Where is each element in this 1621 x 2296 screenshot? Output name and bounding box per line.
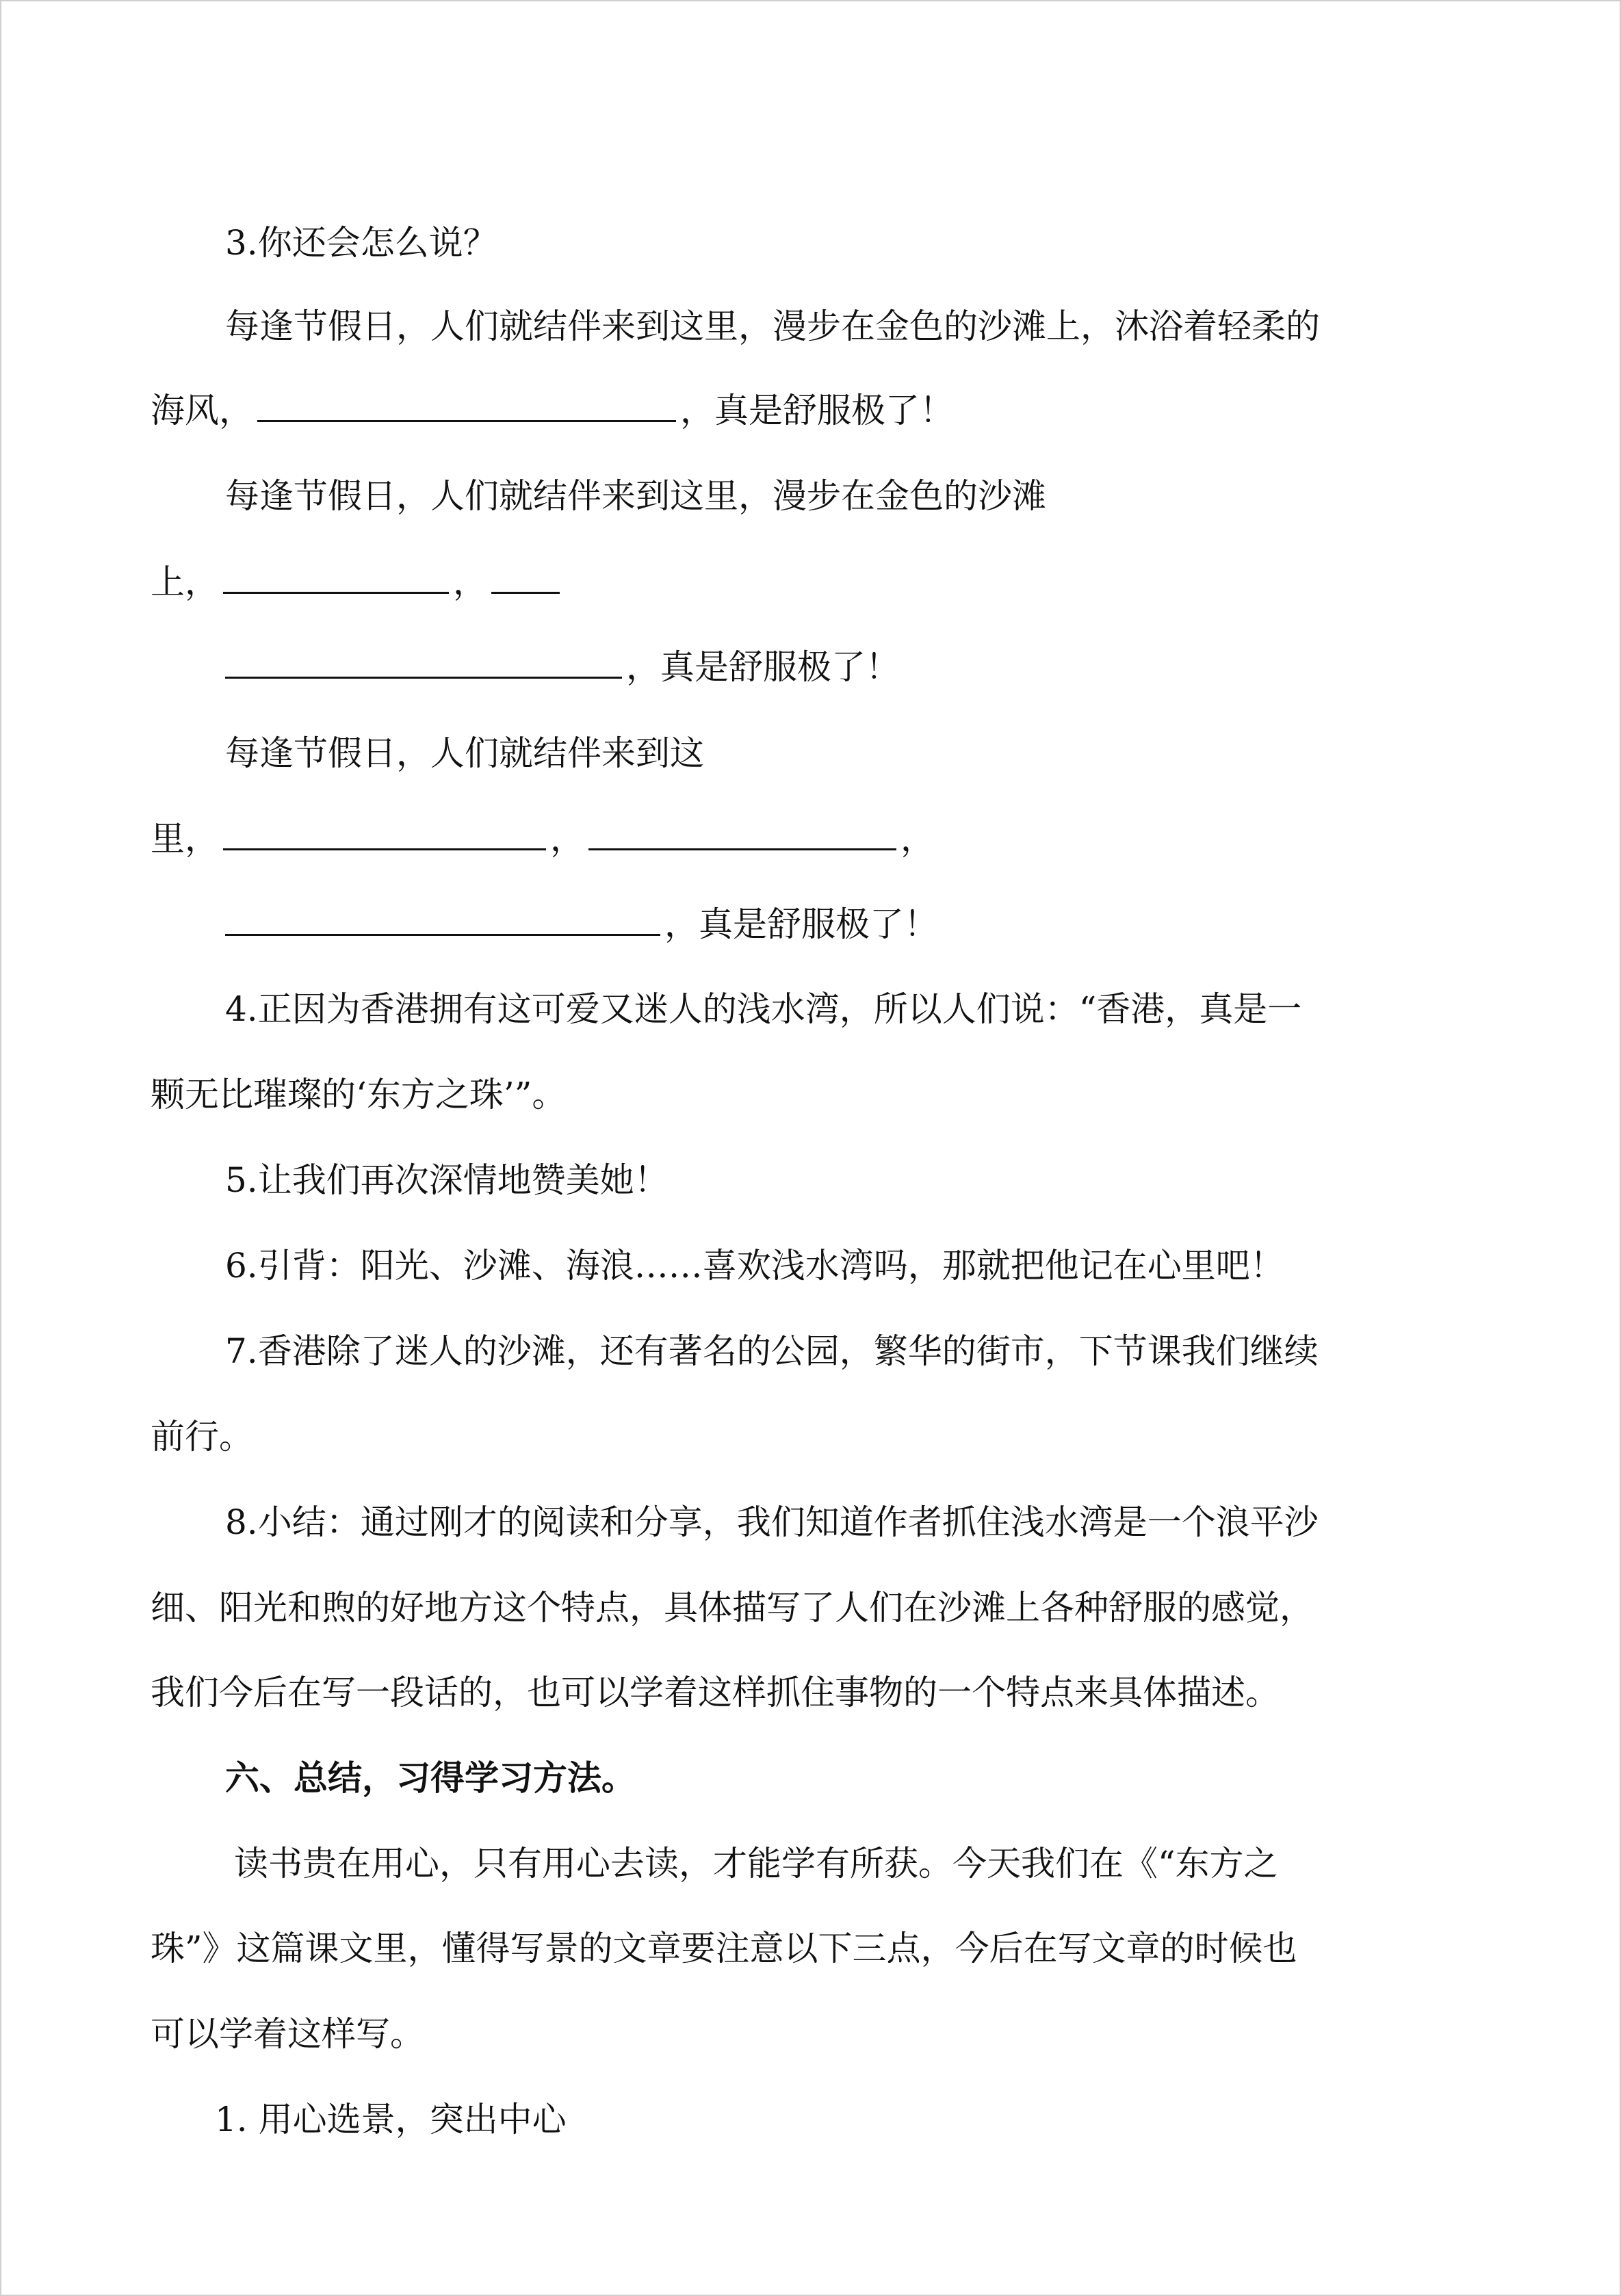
answer-blank[interactable] — [491, 562, 560, 594]
question-3-heading: 3.你还会怎么说？ — [225, 223, 497, 263]
item-4-line-1: 4.正因为香港拥有这可爱又迷人的浅水湾，所以人们说：“香港，真是一 — [225, 989, 1302, 1029]
example-sentence-line: 每逢节假日，人们就结伴来到这里，漫步在金色的沙滩上，沐浴着轻柔的 — [225, 306, 1320, 346]
section-6-heading: 六、总结，习得学习方法。 — [225, 1758, 636, 1798]
item-5: 5.让我们再次深情地赞美她！ — [225, 1160, 669, 1200]
item-6: 6.引背：阳光、沙滩、海浪……喜欢浅水湾吗，那就把他记在心里吧！ — [225, 1246, 1284, 1286]
item-7-line-2: 前行。 — [151, 1417, 253, 1457]
fill-blank-line-3: ，真是舒服极了！ — [225, 646, 900, 688]
item-8-line-1: 8.小结：通过刚才的阅读和分享，我们知道作者抓住浅水湾是一个浪平沙 — [225, 1502, 1319, 1542]
summary-line-3: 可以学着这样写。 — [151, 2014, 424, 2054]
answer-blank[interactable] — [223, 562, 449, 594]
item-4-line-2: 颗无比璀璨的‘东方之珠’”。 — [151, 1075, 567, 1114]
fill-blank-line-2: 上， ， — [151, 561, 564, 603]
method-1: 1. 用心选景，突出中心 — [215, 2100, 567, 2139]
answer-blank[interactable] — [225, 904, 660, 936]
example-sentence-line: 每逢节假日，人们就结伴来到这 — [225, 733, 704, 773]
summary-line-1: 读书贵在用心，只有用心去读，才能学有所获。今天我们在《“东方之 — [234, 1844, 1278, 1883]
answer-blank[interactable] — [257, 390, 676, 422]
fill-blank-line-5: ，真是舒服极了！ — [225, 903, 938, 945]
fill-blank-line-1: 海风， ，真是舒服极了！ — [151, 391, 954, 430]
answer-blank[interactable] — [588, 818, 896, 850]
item-8-line-2: 细、阳光和煦的好地方这个特点，具体描写了人们在沙滩上各种舒服的感觉， — [151, 1588, 1314, 1628]
item-8-line-3: 我们今后在写一段话的，也可以学着这样抓住事物的一个特点来具体描述。 — [151, 1673, 1280, 1712]
summary-line-2: 珠”》这篇课文里，懂得写景的文章要注意以下三点，今后在写文章的时候也 — [151, 1929, 1297, 1968]
example-sentence-line: 每逢节假日，人们就结伴来到这里，漫步在金色的沙滩 — [225, 476, 1046, 516]
item-7-line-1: 7.香港除了迷人的沙滩，还有著名的公园，繁华的街市，下节课我们继续 — [225, 1331, 1319, 1371]
answer-blank[interactable] — [223, 818, 546, 850]
fill-blank-line-4: 里， ， ， — [151, 819, 935, 859]
answer-blank[interactable] — [225, 647, 622, 679]
